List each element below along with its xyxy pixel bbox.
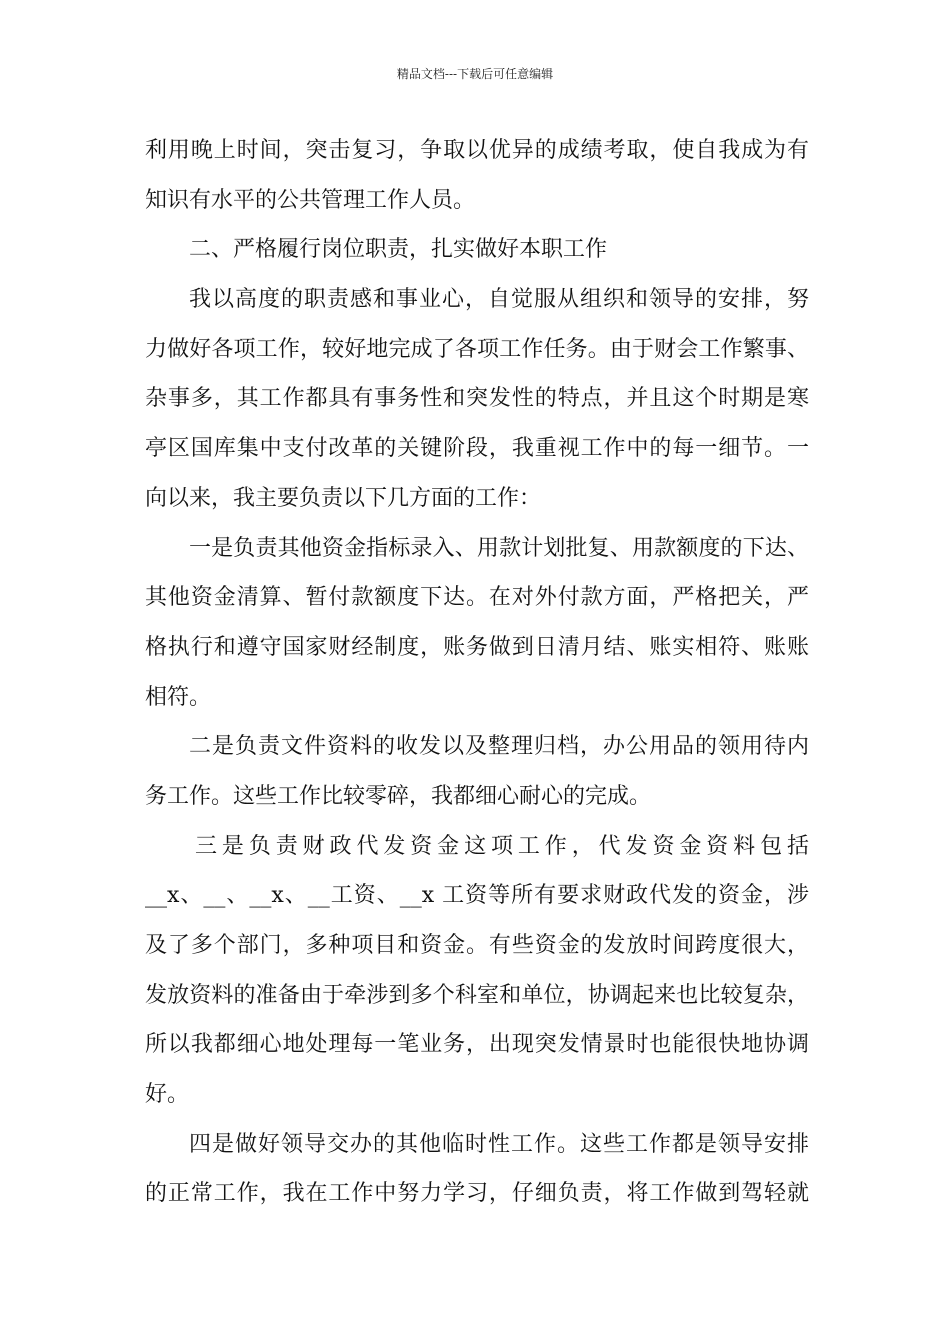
text-line: 知识有水平的公共管理工作人员。 bbox=[145, 187, 476, 213]
section-heading: 二、严格履行岗位职责，扎实做好本职工作 bbox=[189, 237, 608, 263]
text-line: 相符。 bbox=[145, 684, 212, 710]
text-line: 我以高度的职责感和事业心，自觉服从组织和领导的安排，努 bbox=[189, 287, 809, 313]
text-line: 向以来，我主要负责以下几方面的工作： bbox=[145, 485, 542, 511]
text-line: 其他资金清算、暂付款额度下达。在对外付款方面，严格把关，严 bbox=[145, 585, 809, 611]
text-line: 及了多个部门，多种项目和资金。有些资金的发放时间跨度很大， bbox=[145, 933, 809, 958]
page-header: 精品文档---下载后可任意编辑 bbox=[396, 67, 554, 81]
text-line: 所以我都细心地处理每一笔业务，出现突发情景时也能很快地协调 bbox=[145, 1032, 809, 1058]
text-line: 发放资料的准备由于牵涉到多个科室和单位，协调起来也比较复杂， bbox=[145, 982, 809, 1008]
text-line: 务工作。这些工作比较零碎，我都细心耐心的完成。 bbox=[145, 783, 652, 809]
text-line: __x、__、__x、__工资、__x 工资等所有要求财政代发的资金，涉 bbox=[145, 883, 809, 909]
text-line: 亭区国库集中支付改革的关键阶段，我重视工作中的每一细节。一 bbox=[145, 436, 809, 462]
text-line: 力做好各项工作，较好地完成了各项工作任务。由于财会工作繁事、 bbox=[145, 336, 809, 362]
text-line: 一是负责其他资金指标录入、用款计划批复、用款额度的下达、 bbox=[189, 535, 809, 561]
text-line: 二是负责文件资料的收发以及整理归档，办公用品的领用待内 bbox=[189, 734, 809, 760]
text-line: 四是做好领导交办的其他临时性工作。这些工作都是领导安排 bbox=[189, 1131, 809, 1157]
text-line: 三是负责财政代发资金这项工作，代发资金资料包括 bbox=[195, 833, 809, 859]
text-line: 利用晚上时间，突击复习，争取以优异的成绩考取，使自我成为有 bbox=[145, 138, 809, 163]
document-body bbox=[145, 126, 809, 1219]
text-line: 杂事多，其工作都具有事务性和突发性的特点，并且这个时期是寒 bbox=[145, 386, 809, 412]
text-line: 格执行和遵守国家财经制度，账务做到日清月结、账实相符、账账 bbox=[145, 634, 809, 660]
text-line: 好。 bbox=[145, 1082, 190, 1108]
text-line: 的正常工作，我在工作中努力学习，仔细负责，将工作做到驾轻就 bbox=[145, 1181, 809, 1207]
